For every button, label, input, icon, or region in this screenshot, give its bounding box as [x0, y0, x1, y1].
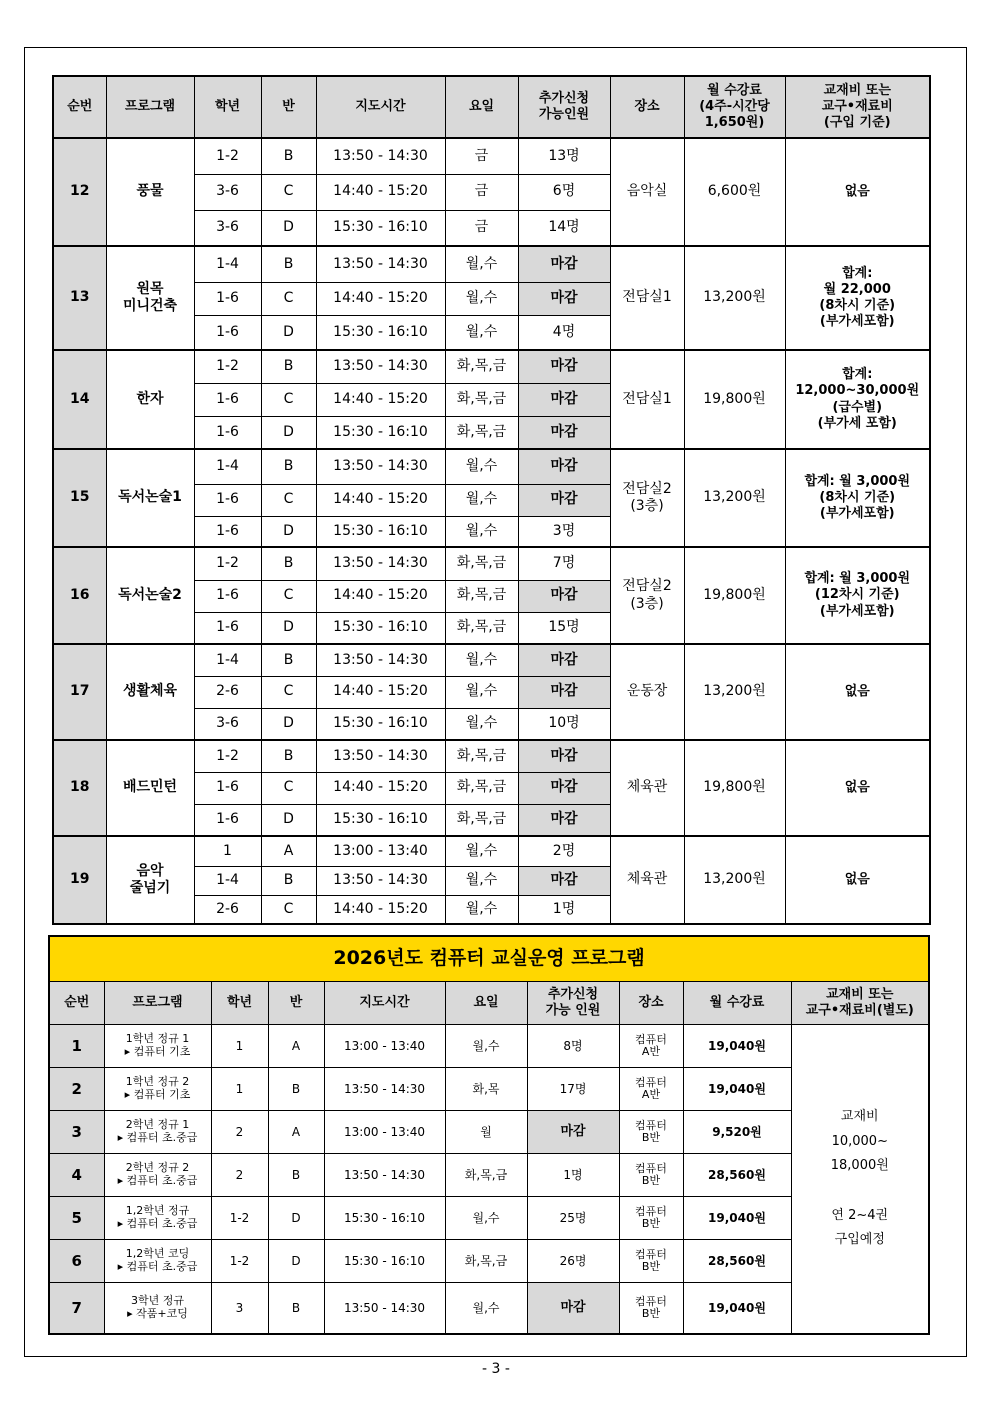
program-name-cell	[104, 1068, 211, 1111]
header-cell: 지도시간	[316, 76, 445, 138]
class-cell: B	[261, 246, 316, 282]
table-header-row	[53, 76, 930, 138]
day-cell: 화,목,금	[445, 804, 518, 836]
place-cell: 운동장	[610, 644, 684, 740]
availability-cell: 마감	[518, 676, 610, 708]
program-number: 17	[53, 644, 106, 740]
program-subtitle: ▸ 컴퓨터 초.중급	[117, 1131, 198, 1144]
grade-cell: 1-4	[194, 246, 261, 282]
availability-cell: 마감	[518, 449, 610, 484]
class-cell: A	[261, 836, 316, 866]
program-name: 2학년 정규 2	[125, 1161, 190, 1175]
fee-cell: 19,040원	[683, 1068, 791, 1111]
program-subtitle: ▸ 컴퓨터 기초	[124, 1088, 191, 1101]
program-name-cell	[104, 1025, 211, 1068]
availability-cell: 1명	[527, 1154, 619, 1197]
fee-cell: 13,200원	[684, 836, 785, 924]
program-number: 3	[49, 1111, 104, 1154]
class-cell: B	[268, 1154, 324, 1197]
day-cell: 월,수	[445, 282, 518, 315]
class-cell: B	[261, 138, 316, 174]
place-cell: 컴퓨터 A반	[619, 1025, 683, 1068]
availability-cell: 마감	[518, 772, 610, 804]
fee-cell: 9,520원	[683, 1111, 791, 1154]
grade-cell: 1-2	[211, 1197, 268, 1240]
day-cell: 월,수	[445, 484, 518, 516]
grade-cell: 3-6	[194, 210, 261, 246]
time-cell: 13:00 - 13:40	[324, 1111, 445, 1154]
day-cell: 화,목,금	[445, 350, 518, 383]
day-cell: 화,목,금	[445, 1154, 527, 1197]
program-name: 원목 미니건축	[106, 246, 194, 350]
time-cell: 15:30 - 16:10	[316, 516, 445, 547]
place-cell: 전담실2 (3층)	[610, 547, 684, 644]
class-cell: D	[261, 416, 316, 449]
day-cell: 금	[445, 210, 518, 246]
grade-cell: 2-6	[194, 676, 261, 708]
program-name: 2학년 정규 1	[125, 1118, 190, 1132]
fee-cell: 13,200원	[684, 246, 785, 350]
fee-cell: 28,560원	[683, 1154, 791, 1197]
time-cell: 13:50 - 14:30	[316, 644, 445, 676]
availability-cell: 마감	[518, 484, 610, 516]
grade-cell: 2	[211, 1111, 268, 1154]
class-cell: D	[268, 1197, 324, 1240]
program-number: 4	[49, 1154, 104, 1197]
grade-cell: 3-6	[194, 174, 261, 210]
class-cell: B	[261, 644, 316, 676]
place-cell: 컴퓨터 B반	[619, 1111, 683, 1154]
availability-cell: 마감	[518, 740, 610, 772]
grade-cell: 1-6	[194, 804, 261, 836]
day-cell: 화,목,금	[445, 612, 518, 644]
time-cell: 15:30 - 16:10	[316, 612, 445, 644]
day-cell: 월	[445, 1111, 527, 1154]
day-cell: 화,목,금	[445, 1240, 527, 1283]
program-number: 14	[53, 350, 106, 449]
day-cell: 월,수	[445, 836, 518, 866]
class-cell: A	[268, 1025, 324, 1068]
program-name: 생활체육	[106, 644, 194, 740]
day-cell: 월,수	[445, 1025, 527, 1068]
program-name: 독서논술1	[106, 449, 194, 547]
page-number: - 3 -	[482, 1361, 510, 1377]
availability-cell: 마감	[518, 246, 610, 282]
header-cell: 반	[268, 982, 324, 1025]
availability-cell: 마감	[518, 282, 610, 315]
grade-cell: 1-2	[194, 350, 261, 383]
grade-cell: 1-6	[194, 315, 261, 350]
program-subtitle: ▸ 컴퓨터 기초	[124, 1045, 191, 1058]
time-cell: 15:30 - 16:10	[316, 708, 445, 740]
time-cell: 13:50 - 14:30	[316, 138, 445, 174]
time-cell: 13:50 - 14:30	[316, 547, 445, 580]
header-cell: 지도시간	[324, 982, 445, 1025]
header-cell: 추가신청 가능인원	[518, 76, 610, 138]
program-subtitle: ▸ 컴퓨터 초.중급	[117, 1174, 198, 1187]
grade-cell: 1-6	[194, 416, 261, 449]
grade-cell: 1-2	[194, 547, 261, 580]
header-cell: 교재비 또는 교구•재료비 (구입 기준)	[785, 76, 930, 138]
time-cell: 13:50 - 14:30	[324, 1154, 445, 1197]
table-row	[53, 836, 930, 866]
grade-cell: 1-4	[194, 449, 261, 484]
time-cell: 15:30 - 16:10	[316, 210, 445, 246]
material-cell: 합계: 월 22,000 (8차시 기준) (부가세포함)	[785, 246, 930, 350]
day-cell: 월,수	[445, 516, 518, 547]
class-cell: A	[268, 1111, 324, 1154]
material-cell: 합계: 월 3,000원 (12차시 기준) (부가세포함)	[785, 547, 930, 644]
time-cell: 13:50 - 14:30	[316, 246, 445, 282]
availability-cell: 마감	[518, 866, 610, 895]
availability-cell: 마감	[518, 580, 610, 612]
availability-cell: 2명	[518, 836, 610, 866]
availability-cell: 4명	[518, 315, 610, 350]
day-cell: 월,수	[445, 644, 518, 676]
program-name: 독서논술2	[106, 547, 194, 644]
time-cell: 13:50 - 14:30	[324, 1068, 445, 1111]
place-cell: 전담실1	[610, 350, 684, 449]
place-cell: 체육관	[610, 836, 684, 924]
time-cell: 14:40 - 15:20	[316, 772, 445, 804]
availability-cell: 3명	[518, 516, 610, 547]
program-name: 한자	[106, 350, 194, 449]
fee-cell: 19,040원	[683, 1283, 791, 1335]
table-row	[53, 350, 930, 383]
time-cell: 15:30 - 16:10	[324, 1197, 445, 1240]
table-row	[53, 644, 930, 676]
day-cell: 화,목,금	[445, 580, 518, 612]
class-cell: C	[261, 772, 316, 804]
header-cell: 순번	[53, 76, 106, 138]
day-cell: 화,목,금	[445, 416, 518, 449]
program-number: 19	[53, 836, 106, 924]
grade-cell: 1	[211, 1068, 268, 1111]
program-name: 음악 줄넘기	[106, 836, 194, 924]
grade-cell: 3-6	[194, 708, 261, 740]
fee-cell: 19,040원	[683, 1197, 791, 1240]
time-cell: 13:50 - 14:30	[324, 1283, 445, 1335]
time-cell: 13:50 - 14:30	[316, 740, 445, 772]
day-cell: 월,수	[445, 449, 518, 484]
class-cell: B	[261, 866, 316, 895]
table-row	[49, 1025, 929, 1068]
time-cell: 13:50 - 14:30	[316, 449, 445, 484]
time-cell: 15:30 - 16:10	[316, 315, 445, 350]
program-name: 1학년 정규 2	[125, 1075, 190, 1089]
computer-class-table	[48, 935, 930, 1335]
fee-cell: 19,800원	[684, 350, 785, 449]
time-cell: 13:50 - 14:30	[316, 350, 445, 383]
availability-cell: 10명	[518, 708, 610, 740]
header-cell: 월 수강료 (4주-시간당 1,650원)	[684, 76, 785, 138]
program-number: 1	[49, 1025, 104, 1068]
fee-cell: 19,040원	[683, 1025, 791, 1068]
availability-cell: 마감	[527, 1283, 619, 1335]
class-cell: D	[261, 708, 316, 740]
header-cell: 요일	[445, 982, 527, 1025]
availability-cell: 마감	[518, 350, 610, 383]
day-cell: 화,목,금	[445, 547, 518, 580]
availability-cell: 마감	[518, 416, 610, 449]
program-name-cell	[104, 1197, 211, 1240]
day-cell: 금	[445, 138, 518, 174]
day-cell: 화,목	[445, 1068, 527, 1111]
class-cell: C	[261, 580, 316, 612]
material-cell: 없음	[785, 836, 930, 924]
table-row	[53, 547, 930, 580]
program-name: 1학년 정규 1	[125, 1032, 190, 1046]
class-cell: D	[261, 315, 316, 350]
time-cell: 15:30 - 16:10	[324, 1240, 445, 1283]
day-cell: 월,수	[445, 676, 518, 708]
grade-cell: 2-6	[194, 895, 261, 924]
time-cell: 14:40 - 15:20	[316, 484, 445, 516]
program-name-cell	[104, 1240, 211, 1283]
place-cell: 컴퓨터 B반	[619, 1197, 683, 1240]
header-cell: 장소	[619, 982, 683, 1025]
availability-cell: 14명	[518, 210, 610, 246]
place-cell: 컴퓨터 B반	[619, 1240, 683, 1283]
table-row	[53, 138, 930, 174]
after-school-program-table	[52, 75, 931, 925]
availability-cell: 마감	[518, 383, 610, 416]
place-cell: 전담실2 (3층)	[610, 449, 684, 547]
class-cell: C	[261, 282, 316, 315]
time-cell: 13:50 - 14:30	[316, 866, 445, 895]
time-cell: 14:40 - 15:20	[316, 383, 445, 416]
header-cell: 요일	[445, 76, 518, 138]
grade-cell: 1-6	[194, 282, 261, 315]
availability-cell: 8명	[527, 1025, 619, 1068]
program-number: 16	[53, 547, 106, 644]
program-subtitle: ▸ 컴퓨터 초.중급	[117, 1260, 198, 1273]
day-cell: 월,수	[445, 315, 518, 350]
fee-cell: 13,200원	[684, 449, 785, 547]
availability-cell: 마감	[518, 804, 610, 836]
day-cell: 화,목,금	[445, 772, 518, 804]
material-cell: 합계: 월 3,000원 (8차시 기준) (부가세포함)	[785, 449, 930, 547]
day-cell: 월,수	[445, 1283, 527, 1335]
class-cell: D	[268, 1240, 324, 1283]
availability-cell: 25명	[527, 1197, 619, 1240]
material-cell: 없음	[785, 644, 930, 740]
table-row	[53, 740, 930, 772]
grade-cell: 3	[211, 1283, 268, 1335]
day-cell: 월,수	[445, 866, 518, 895]
day-cell: 금	[445, 174, 518, 210]
material-note-cell: 교재비 10,000~ 18,000원 연 2~4권 구입예정	[791, 1025, 929, 1335]
grade-cell: 1-2	[194, 138, 261, 174]
time-cell: 14:40 - 15:20	[316, 174, 445, 210]
time-cell: 14:40 - 15:20	[316, 282, 445, 315]
class-cell: B	[268, 1283, 324, 1335]
class-cell: B	[268, 1068, 324, 1111]
header-cell: 반	[261, 76, 316, 138]
day-cell: 월,수	[445, 708, 518, 740]
material-cell: 합계: 12,000~30,000원 (급수별) (부가세 포함)	[785, 350, 930, 449]
place-cell: 컴퓨터 B반	[619, 1154, 683, 1197]
class-cell: D	[261, 516, 316, 547]
time-cell: 13:00 - 13:40	[316, 836, 445, 866]
fee-cell: 19,800원	[684, 547, 785, 644]
day-cell: 화,목,금	[445, 740, 518, 772]
program-number: 6	[49, 1240, 104, 1283]
fee-cell: 6,600원	[684, 138, 785, 246]
day-cell: 월,수	[445, 246, 518, 282]
place-cell: 음악실	[610, 138, 684, 246]
grade-cell: 1-6	[194, 772, 261, 804]
program-name: 1,2학년 코딩	[125, 1247, 190, 1261]
class-cell: B	[261, 449, 316, 484]
availability-cell: 15명	[518, 612, 610, 644]
grade-cell: 1-6	[194, 612, 261, 644]
class-cell: D	[261, 804, 316, 836]
header-cell: 순번	[49, 982, 104, 1025]
header-cell: 추가신청 가능 인원	[527, 982, 619, 1025]
program-name-cell	[104, 1154, 211, 1197]
program-number: 15	[53, 449, 106, 547]
class-cell: D	[261, 612, 316, 644]
fee-cell: 19,800원	[684, 740, 785, 836]
program-name: 3학년 정규	[131, 1294, 184, 1308]
day-cell: 월,수	[445, 895, 518, 924]
time-cell: 14:40 - 15:20	[316, 895, 445, 924]
time-cell: 14:40 - 15:20	[316, 580, 445, 612]
header-cell: 장소	[610, 76, 684, 138]
program-number: 18	[53, 740, 106, 836]
table-header-row	[49, 982, 929, 1025]
class-cell: C	[261, 484, 316, 516]
class-cell: C	[261, 383, 316, 416]
header-cell: 프로그램	[106, 76, 194, 138]
program-number: 13	[53, 246, 106, 350]
program-number: 5	[49, 1197, 104, 1240]
class-cell: B	[261, 740, 316, 772]
material-cell: 없음	[785, 740, 930, 836]
time-cell: 14:40 - 15:20	[316, 676, 445, 708]
grade-cell: 1-2	[194, 740, 261, 772]
program-subtitle: ▸ 컴퓨터 초.중급	[117, 1217, 198, 1230]
grade-cell: 1-6	[194, 516, 261, 547]
program-number: 2	[49, 1068, 104, 1111]
availability-cell: 마감	[527, 1111, 619, 1154]
grade-cell: 1-4	[194, 866, 261, 895]
class-cell: B	[261, 547, 316, 580]
class-cell: C	[261, 174, 316, 210]
program-number: 7	[49, 1283, 104, 1335]
class-cell: B	[261, 350, 316, 383]
program-name: 배드민턴	[106, 740, 194, 836]
place-cell: 체육관	[610, 740, 684, 836]
program-subtitle: ▸ 작품+코딩	[127, 1307, 188, 1320]
table-row	[53, 246, 930, 282]
availability-cell: 마감	[518, 644, 610, 676]
place-cell: 컴퓨터 B반	[619, 1283, 683, 1335]
computer-program-title: 2026년도 컴퓨터 교실운영 프로그램	[49, 936, 929, 982]
header-cell: 월 수강료	[683, 982, 791, 1025]
time-cell: 15:30 - 16:10	[316, 804, 445, 836]
grade-cell: 2	[211, 1154, 268, 1197]
table-row	[53, 449, 930, 484]
program-name-cell	[104, 1111, 211, 1154]
day-cell: 화,목,금	[445, 383, 518, 416]
place-cell: 컴퓨터 A반	[619, 1068, 683, 1111]
availability-cell: 6명	[518, 174, 610, 210]
grade-cell: 1-4	[194, 644, 261, 676]
grade-cell: 1	[211, 1025, 268, 1068]
time-cell: 15:30 - 16:10	[316, 416, 445, 449]
program-number: 12	[53, 138, 106, 246]
class-cell: C	[261, 676, 316, 708]
class-cell: D	[261, 210, 316, 246]
day-cell: 월,수	[445, 1197, 527, 1240]
grade-cell: 1-6	[194, 383, 261, 416]
time-cell: 13:00 - 13:40	[324, 1025, 445, 1068]
header-cell: 학년	[194, 76, 261, 138]
availability-cell: 26명	[527, 1240, 619, 1283]
program-name-cell	[104, 1283, 211, 1335]
program-name: 1,2학년 정규	[125, 1204, 190, 1218]
material-cell: 없음	[785, 138, 930, 246]
header-cell: 프로그램	[104, 982, 211, 1025]
availability-cell: 1명	[518, 895, 610, 924]
availability-cell: 13명	[518, 138, 610, 174]
grade-cell: 1-6	[194, 484, 261, 516]
grade-cell: 1-6	[194, 580, 261, 612]
header-cell: 학년	[211, 982, 268, 1025]
header-cell: 교재비 또는 교구•재료비(별도)	[791, 982, 929, 1025]
class-cell: C	[261, 895, 316, 924]
fee-cell: 13,200원	[684, 644, 785, 740]
fee-cell: 28,560원	[683, 1240, 791, 1283]
availability-cell: 7명	[518, 547, 610, 580]
place-cell: 전담실1	[610, 246, 684, 350]
program-name: 풍물	[106, 138, 194, 246]
availability-cell: 17명	[527, 1068, 619, 1111]
grade-cell: 1	[194, 836, 261, 866]
grade-cell: 1-2	[211, 1240, 268, 1283]
